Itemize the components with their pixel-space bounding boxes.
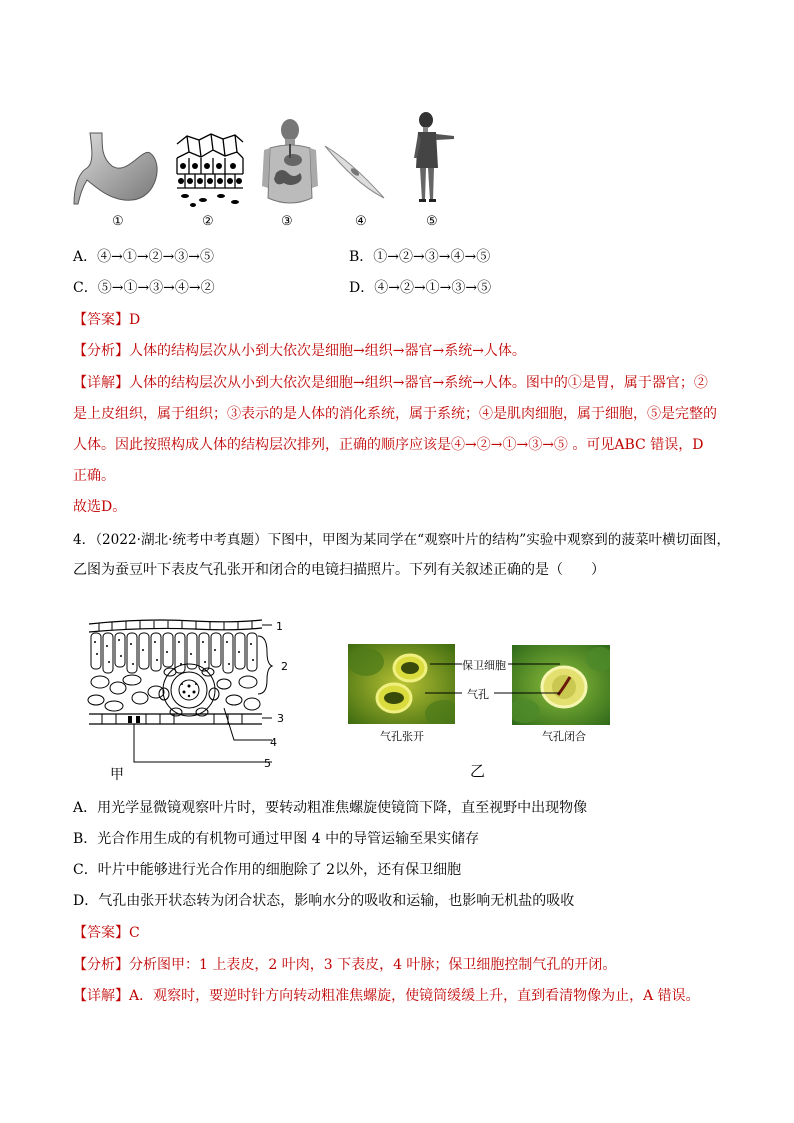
q4-detail-tag: 【详解】: [73, 988, 129, 1004]
jia-label-2: 2: [281, 660, 288, 673]
q4-option-b: B．光合作用生成的有机物可通过甲图 4 中的导管运输至果实储存: [73, 831, 480, 847]
q3-answer: [73, 310, 140, 330]
epithelial-tissue-image: [175, 130, 245, 210]
q4-stem-line-2: 乙图为蚕豆叶下表皮气孔张开和闭合的电镜扫描照片。下列有关叙述正确的是（ ）: [73, 562, 605, 578]
yi-caption: 乙: [470, 762, 486, 780]
q4-detail: [73, 986, 700, 1006]
q4-analysis-tag: 【分析】: [73, 957, 129, 973]
q3-option-b: B．①→②→③→④→⑤: [349, 249, 491, 265]
q3-analysis-text: 人体的结构层次从小到大依次是细胞→组织→器官→系统→人体。: [129, 343, 526, 359]
caption-stoma-closed: 气孔闭合: [542, 730, 586, 743]
label-stoma: 气孔: [467, 688, 489, 701]
q3-detail-text-3b: 。可见ABC 错误，D: [567, 437, 704, 453]
q4-option-d: D．气孔由张开状态转为闭合状态，影响水分的吸收和运输，也影响无机盐的吸收: [73, 893, 575, 909]
jia-label-4: 4: [270, 736, 277, 749]
q3-answer-value: D: [129, 312, 141, 328]
q3-detail-tag: 【详解】: [73, 375, 129, 391]
fig1-label-2: ②: [202, 214, 214, 229]
fig1-label-5: ⑤: [426, 214, 438, 229]
q3-detail-line-1: [73, 373, 708, 393]
fig1-label-4: ④: [355, 214, 367, 229]
q3-detail-line-3: [73, 435, 703, 455]
caption-stoma-open: 气孔张开: [380, 730, 424, 743]
q4-analysis: [73, 955, 616, 975]
q3-detail-text-1: 人体的结构层次从小到大依次是细胞→组织→器官→系统→人体。图中的①是胃，属于器官；②: [129, 375, 708, 391]
q3-option-d: D．④→②→①→③→⑤: [349, 280, 492, 296]
muscle-cell-image: [322, 140, 387, 205]
q4-answer: [73, 923, 140, 943]
q3-detail-line-2: 是上皮组织，属于组织；③表示的是人体的消化系统，属于系统；④是肌肉细胞，属于细胞，⑤是完整的: [73, 406, 717, 422]
stomach-image: [72, 128, 162, 208]
leaf-cross-section-drawing: [84, 612, 299, 772]
q3-detail-line-4: 正确。: [73, 468, 115, 484]
q3-analysis-tag: 【分析】: [73, 343, 129, 359]
label-guard-cell: 保卫细胞: [462, 659, 506, 672]
q3-option-a: A．④→①→②→③→⑤: [73, 249, 215, 265]
q4-stem-line-1: 4．（2022·湖北·统考中考真题）下图中，甲图为某同学在“观察叶片的结构”实验中观察到的菠菜叶横切面图，: [73, 532, 731, 548]
q4-answer-value: C: [129, 925, 140, 941]
human-body-image: [410, 110, 460, 210]
fig1-label-3: ③: [281, 214, 293, 229]
jia-label-1: 1: [276, 620, 283, 633]
q3-answer-tag: 【答案】: [73, 312, 129, 328]
q4-analysis-text: 分析图甲：1 上表皮，2 叶肉，3 下表皮，4 叶脉；保卫细胞控制气孔的开闭。: [129, 957, 617, 973]
q3-detail-text-3a: 人体。因此按照构成人体的结构层次排列，正确的顺序应该是: [73, 437, 451, 453]
q4-answer-tag: 【答案】: [73, 925, 129, 941]
q3-analysis: [73, 341, 526, 361]
q3-option-c: C．⑤→①→③→④→②: [73, 280, 215, 296]
jia-label-5: 5: [264, 757, 271, 770]
q3-conclusion: 故选D。: [73, 499, 127, 515]
fig1-label-1: ①: [112, 214, 124, 229]
q4-detail-text: A．观察时，要逆时针方向转动粗准焦螺旋，使镜筒缓缓上升，直到看清物像为止，A 错误。: [129, 988, 700, 1004]
jia-label-3: 3: [277, 712, 284, 725]
q3-detail-sequence: ④→②→①→③→⑤: [451, 437, 568, 453]
digestive-system-image: [260, 118, 320, 210]
q4-option-a: A．用光学显微镜观察叶片时，要转动粗准焦螺旋使镜筒下降，直至视野中出现物像: [73, 800, 588, 816]
jia-caption: 甲: [110, 767, 124, 783]
q4-option-c: C．叶片中能够进行光合作用的细胞除了 2以外，还有保卫细胞: [73, 862, 462, 878]
